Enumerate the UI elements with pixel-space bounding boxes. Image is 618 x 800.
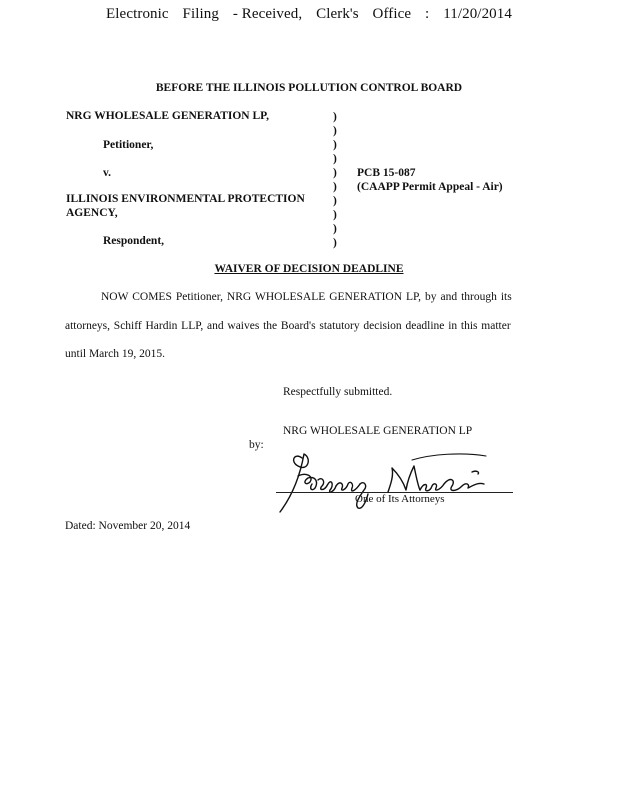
header-part: Electronic [106,6,169,22]
respondent-role: Respondent, [103,235,165,247]
caption-paren: ) [333,209,337,221]
handwritten-signature [272,446,522,518]
petitioner-name: NRG WHOLESALE GENERATION LP, [66,110,270,122]
petitioner-role: Petitioner, [103,139,154,151]
caption-paren: ) [333,125,337,137]
body-line-2: attorneys, Schiff Hardin LLP, and waives the Board's statutory decision deadline in this matter [65,320,511,332]
header-part: 11/20/2014 [443,6,512,22]
header-part: Office [372,6,412,22]
by-label: by: [249,439,264,451]
body-line-1: NOW COMES Petitioner, NRG WHOLESALE GENERATION LP, by and through its [101,291,512,303]
caption-paren: ) [333,153,337,165]
signer-caption: One of Its Attorneys [355,493,445,505]
header-part: Clerk's [316,6,359,22]
header-part: : [425,6,430,22]
case-type: (CAAPP Permit Appeal - Air) [357,181,503,193]
filing-stamp-header [0,6,618,23]
caption-paren: ) [333,139,337,151]
closing-text: Respectfully submitted. [283,386,393,398]
caption-paren: ) [333,223,337,235]
header-part: Filing [182,6,219,22]
versus-label: v. [103,167,111,179]
document-title: WAIVER OF DECISION DEADLINE [214,263,404,275]
caption-paren: ) [333,237,337,249]
party-name: NRG WHOLESALE GENERATION LP [283,425,473,437]
respondent-name-line1: ILLINOIS ENVIRONMENTAL PROTECTION [66,193,305,205]
caption-paren: ) [333,195,337,207]
respondent-name-line2: AGENCY, [66,207,118,219]
dated-line: Dated: November 20, 2014 [65,520,191,532]
caption-paren: ) [333,167,337,179]
case-number: PCB 15-087 [357,167,416,179]
board-title: BEFORE THE ILLINOIS POLLUTION CONTROL BOARD [155,82,463,94]
caption-paren: ) [333,111,337,123]
header-part: - Received, [232,6,303,22]
body-line-3: until March 19, 2015. [65,348,165,360]
caption-paren: ) [333,181,337,193]
